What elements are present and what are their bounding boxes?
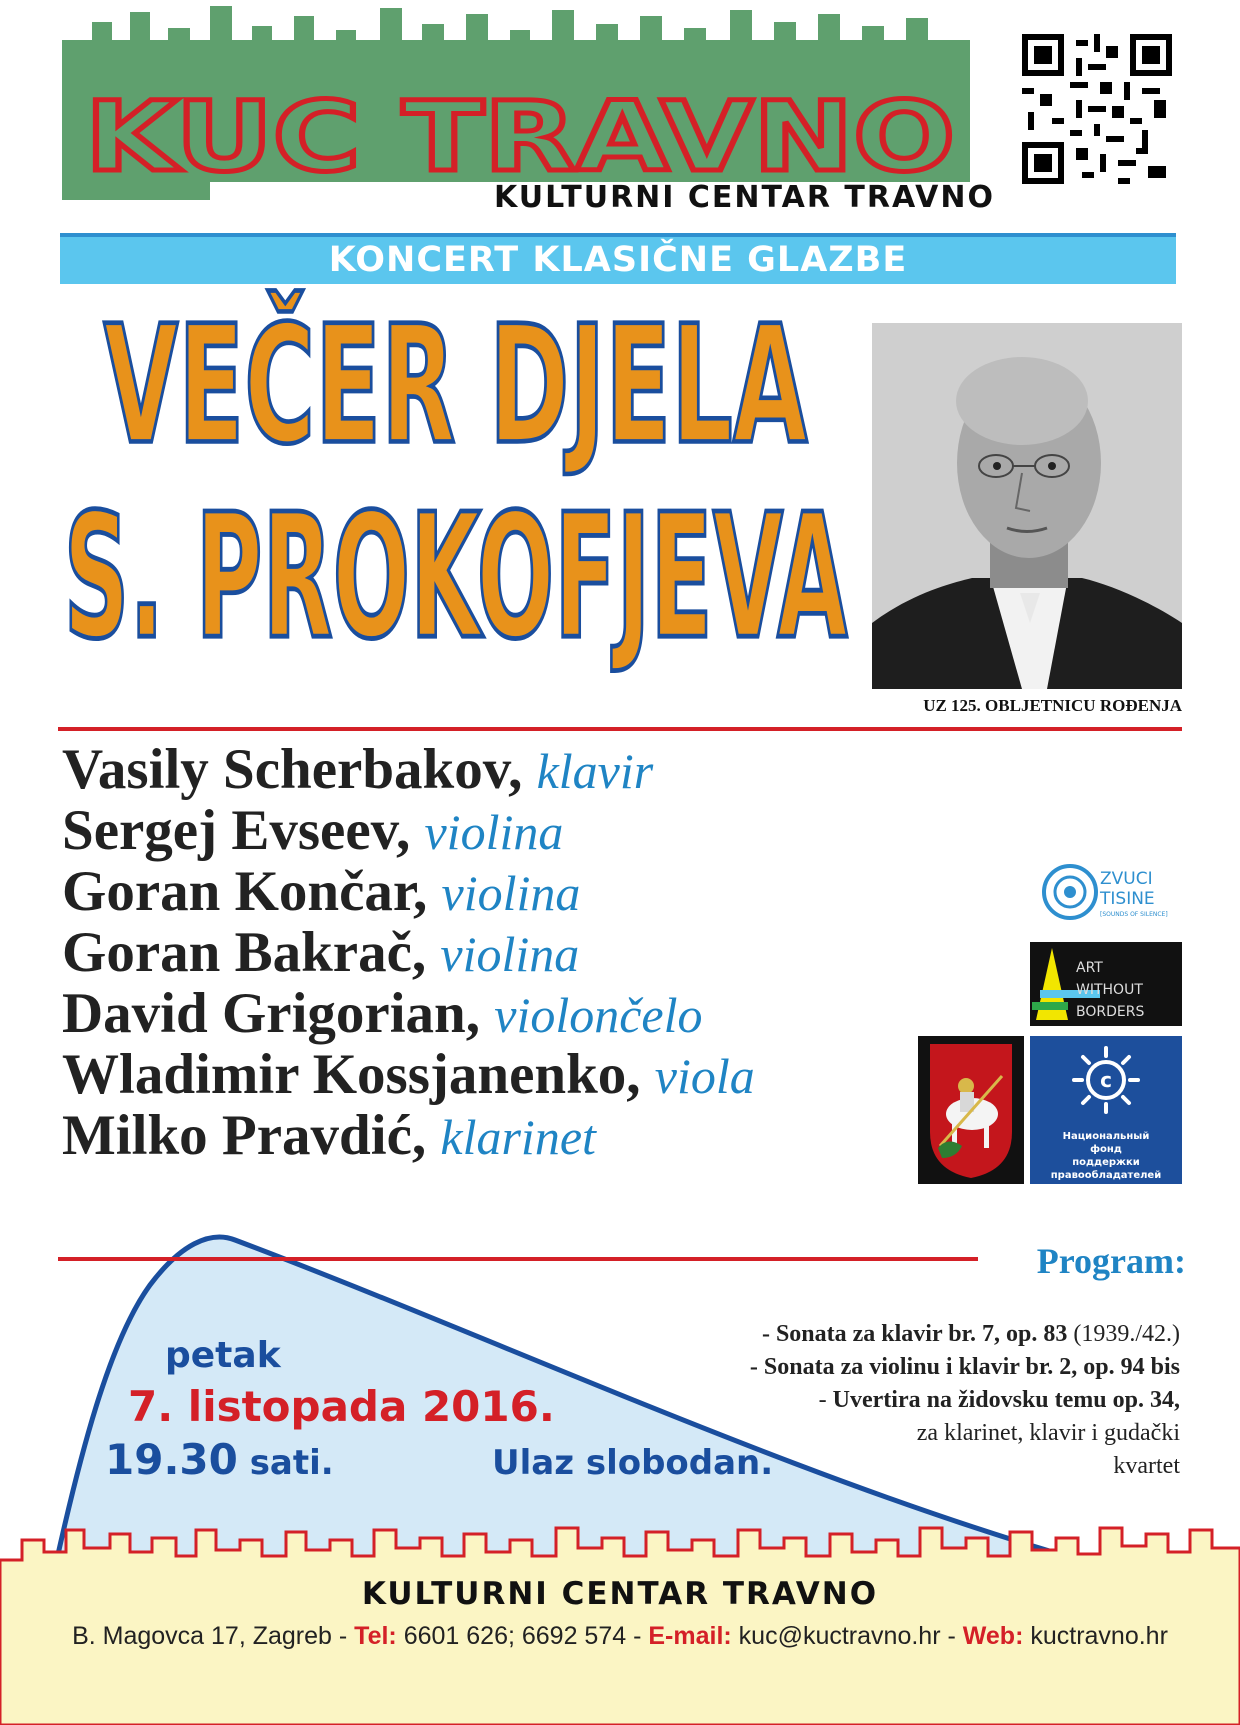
fond-line: фонд [1090,1144,1122,1155]
fond-line: поддержки [1072,1157,1140,1168]
fond-line: правообладателей [1050,1170,1162,1181]
performer-name: Sergej Evseev [62,799,396,862]
fond-line: Национальный [1062,1131,1150,1142]
sun-icon [1030,1036,1182,1126]
program-item [560,1351,1180,1384]
event-date: 7. listopada 2016. [128,1382,555,1431]
performer-name: Vasily Scherbakov [62,738,509,801]
divider-bottom [58,1257,978,1261]
divider-top [58,727,1182,731]
qr-code[interactable] [1022,34,1172,184]
program-heading: Program: [1036,1241,1186,1281]
performer-name: Wladimir Kossjanenko [62,1043,627,1106]
performer-instrument: klavir [536,743,654,799]
zvuci-line1: ZVUCI [1100,869,1153,889]
art-without-borders-logo [1030,942,1182,1026]
program-item-years: (1939./42.) [1067,1321,1180,1347]
awb-line3: BORDERS [1076,1004,1145,1020]
event-time-unit: sati. [237,1443,334,1483]
program-item-detail: za klarinet, klavir i gudački [916,1420,1180,1446]
portrait-caption: UZ 125. OBLJETNICU ROĐENJA [923,696,1182,715]
program-item [560,1384,1180,1417]
performer-name: David Grigorian [62,982,466,1045]
zvuci-line2: TISINE [1100,889,1155,909]
footer-web[interactable]: kuctravno.hr [1023,1622,1168,1650]
performer-list [62,740,755,1167]
footer-email-label: E-mail: [648,1622,732,1650]
footer-web-label: Web: [962,1622,1024,1650]
footer-address: B. Magovca 17, Zagreb - [72,1622,355,1650]
performer-instrument: violončelo [494,987,703,1043]
performer-name: Milko Pravdić [62,1104,412,1167]
footer-title: KULTURNI CENTAR TRAVNO [361,1576,879,1612]
title-line-2: S. PROKOFJEVA [63,477,848,677]
event-time-value: 19.30 [105,1435,238,1484]
performer-instrument: klarinet [440,1109,596,1165]
event-title [48,291,863,677]
composer-portrait [872,323,1182,689]
zvuci-tisine-logo [1038,854,1178,924]
logo-text: KUC TRAVNO [85,81,955,193]
performer-row: Sergej Evseev, violina [62,799,564,862]
performer-name: Goran Bakrač [62,921,412,984]
event-entry: Ulaz slobodan. [492,1443,774,1483]
performer-row: Vasily Scherbakov, klavir [62,738,654,801]
performer-instrument: viola [654,1048,755,1104]
performer-row: Goran Bakrač, violina [62,921,580,984]
awb-line2: WITHOUT [1076,982,1143,998]
program-item-title: Uvertira na židovsku temu op. 34, [832,1387,1180,1413]
title-line-1: VEČER DJELA [103,291,808,481]
program-item-dash: - [818,1387,833,1413]
logo-subtitle: KULTURNI CENTAR TRAVNO [494,180,995,215]
performer-instrument: violina [440,926,580,982]
performer-instrument: violina [424,804,564,860]
concert-type-banner [60,233,1176,284]
performer-instrument: violina [441,865,581,921]
footer-tel[interactable]: 6601 626; 6692 574 - [396,1622,649,1650]
awb-line1: ART [1076,960,1103,976]
program-item [560,1318,1180,1351]
footer-email[interactable]: kuc@kuctravno.hr - [731,1622,963,1650]
national-fund-logo [1030,1036,1182,1184]
performer-row: Wladimir Kossjanenko, viola [62,1043,755,1106]
program-item-detail: kvartet [1113,1453,1180,1479]
program-item-title: - Sonata za klavir br. 7, op. 83 [761,1321,1068,1347]
event-time [105,1435,334,1484]
performer-row: Milko Pravdić, klarinet [62,1104,596,1167]
performer-name: Goran Končar [62,860,413,923]
performer-row: David Grigorian, violončelo [62,982,703,1045]
zvuci-small: [SOUNDS OF SILENCE] [1100,911,1168,918]
svg-text:c: c [1100,1068,1112,1092]
footer-tel-label: Tel: [354,1622,397,1650]
performer-row: Goran Končar, violina [62,860,581,923]
program-item-title: - Sonata za violinu i klavir br. 2, op. 94 bis [749,1354,1180,1380]
national-fund-text [1034,1130,1178,1182]
moscow-coat-of-arms [918,1036,1024,1184]
footer-contact [0,1622,1240,1651]
concert-type-text: KONCERT KLASIČNE GLAZBE [328,240,908,280]
event-day: petak [165,1335,281,1376]
